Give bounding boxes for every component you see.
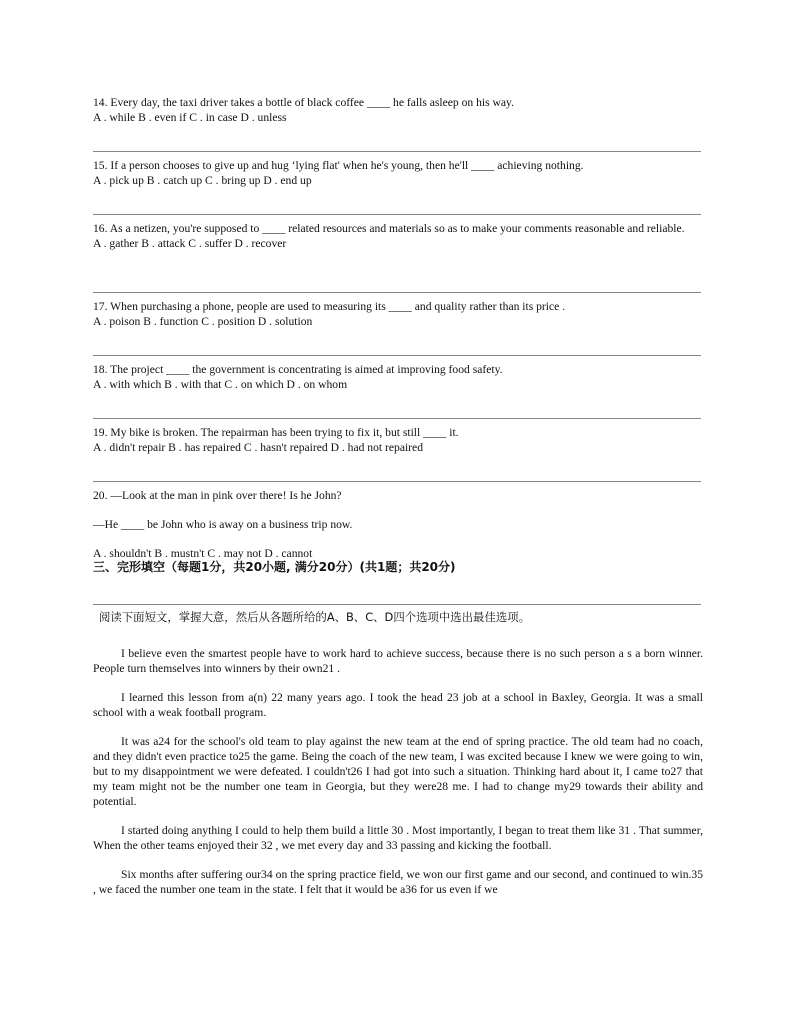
question-options: A . gather B . attack C . suffer D . recover xyxy=(93,237,287,250)
question-16 xyxy=(93,221,705,251)
question-stem: 15. If a person chooses to give up and hug ‘lying flat' when he's young, then he'll ____ achieving nothing. xyxy=(93,159,584,172)
question-stem: 16. As a netizen, you're supposed to ____ related resources and materials so as to make your comments reasonable and reliable. xyxy=(93,222,685,235)
divider xyxy=(93,214,701,215)
passage-paragraph: It was a24 for the school's old team to play against the new team at the end of spring practice. The old team had no coach, and they didn't even practice to25 the game. Being the coach of the new team, I was excited because I knew we were going to win, but to my disappointment we were defeated. I couldn't26 I had got into such a situation. Thinking hard about it, I came to27 that my team might not be the number one team in Georgia, but they were28 me. I had to change my29 towards their ability and potential. xyxy=(93,735,703,808)
question-stem: 17. When purchasing a phone, people are used to measuring its ____ and quality rather than its price . xyxy=(93,300,566,313)
divider xyxy=(93,418,701,419)
passage-paragraph: Six months after suffering our34 on the spring practice field, we won our first game and our second, and continued to win.35 , we faced the number one team in the state. I felt that it would be a36 for us even if we xyxy=(93,868,703,896)
question-14 xyxy=(93,95,705,125)
question-options: A . poison B . function C . position D . solution xyxy=(93,315,313,328)
question-options: A . with which B . with that C . on which D . on whom xyxy=(93,378,348,391)
passage-paragraph: I believe even the smartest people have to work hard to achieve success, because there is no such person a s a born winner. People turn themselves into winners by their own21 . xyxy=(93,647,703,675)
passage-paragraph: I started doing anything I could to help them build a little 30 . Most importantly, I began to treat them like 31 . That summer, When the other teams enjoyed their 32 , we met every day and 33 passing and kicking the football. xyxy=(93,824,703,852)
question-20 xyxy=(93,488,705,561)
question-18 xyxy=(93,362,705,392)
instruction-text: 阅读下面短文，掌握大意，然后从各题所给的A、B、C、D四个选项中选出最佳选项。 xyxy=(99,610,531,624)
passage-paragraph: I learned this lesson from a(n) 22 many years ago. I took the head 23 job at a school in Baxley, Georgia. It was a small school with a weak football program. xyxy=(93,691,703,719)
divider xyxy=(93,481,701,482)
divider xyxy=(93,292,701,293)
question-stem: 19. My bike is broken. The repairman has been trying to fix it, but still ____ it. xyxy=(93,426,459,439)
section-title: 三、完形填空（每题1分，共20小题, 满分20分）(共1题；共20分) xyxy=(93,560,456,574)
question-stem: 14. Every day, the taxi driver takes a bottle of black coffee ____ he falls asleep on his way. xyxy=(93,96,514,109)
question-15 xyxy=(93,158,705,188)
question-17 xyxy=(93,299,705,329)
question-options: A . shouldn't B . mustn't C . may not D . cannot xyxy=(93,547,313,560)
divider xyxy=(93,355,701,356)
question-options: A . while B . even if C . in case D . unless xyxy=(93,111,287,124)
question-dialogue: —He ____ be John who is away on a business trip now. xyxy=(93,518,353,531)
question-stem: 20. —Look at the man in pink over there! Is he John? xyxy=(93,489,342,502)
divider xyxy=(93,604,701,605)
question-stem: 18. The project ____ the government is concentrating is aimed at improving food safety. xyxy=(93,363,503,376)
cloze-passage xyxy=(93,646,703,911)
question-options: A . didn't repair B . has repaired C . hasn't repaired D . had not repaired xyxy=(93,441,423,454)
question-19 xyxy=(93,425,705,455)
question-options: A . pick up B . catch up C . bring up D . end up xyxy=(93,174,312,187)
divider xyxy=(93,151,701,152)
